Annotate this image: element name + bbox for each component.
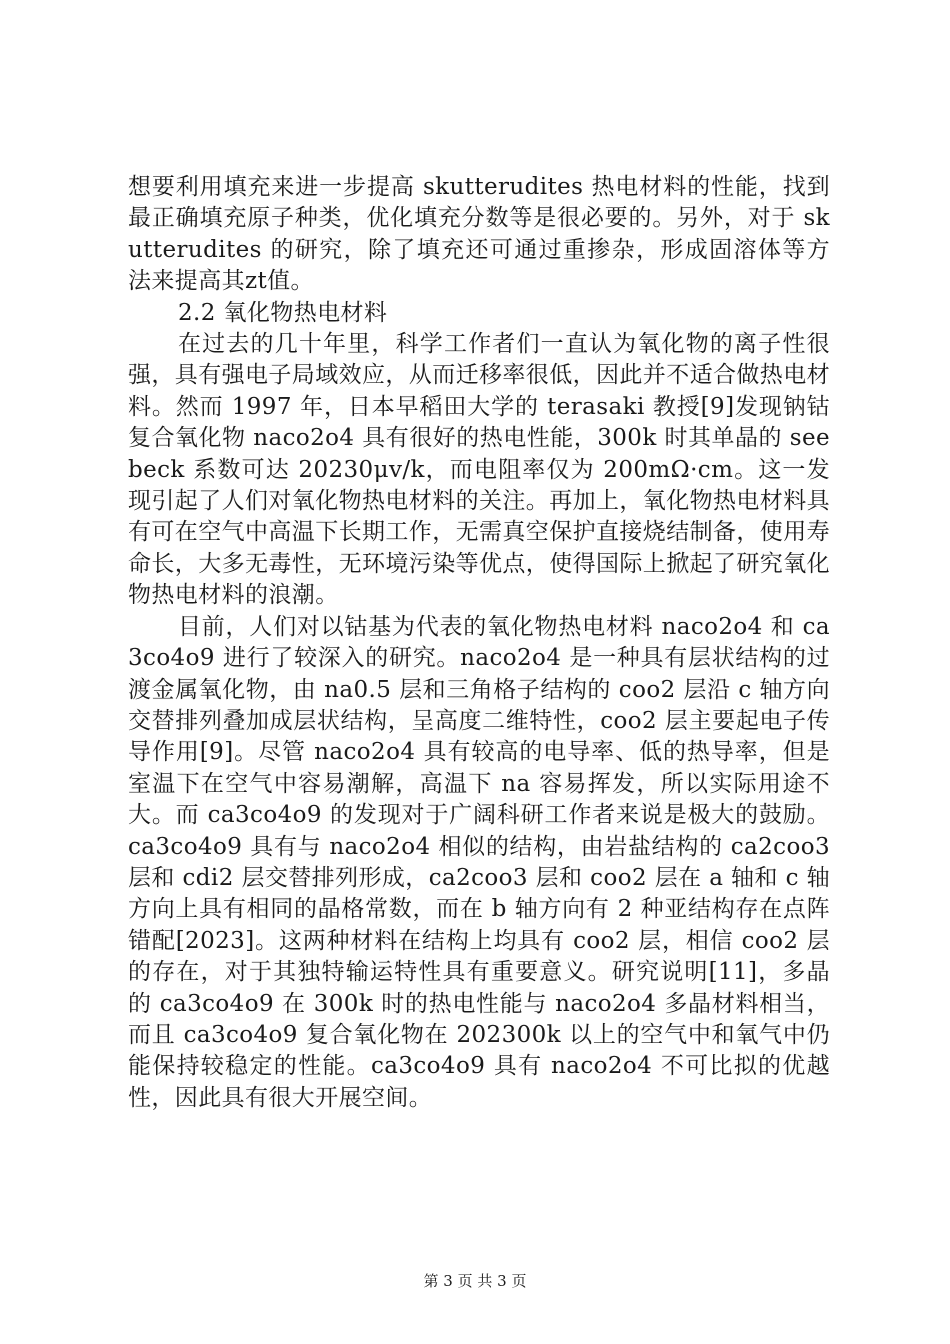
paragraph-oxide-history: 在过去的几十年里，科学工作者们一直认为氧化物的离子性很强，具有强电子局域效应，从而迁移率很低，因此并不适合做热电材料。然而 1997 年，日本早稻田大学的 terasaki 教授[9]发现钠钴复合氧化物 naco2o4 具有很好的热电性能，300k 时其单晶的 seebeck 系数可达 20230μv/k，而电阻率仅为 200mΩ·cm。这一发现引起了人们对氧化物热电材料的关注。再加上，氧化物热电材料具有可在空气中高温下长期工作，无需真空保护直接烧结制备，使用寿命长，大多无毒性，无环境污染等优点，使得国际上掀起了研究氧化物热电材料的浪潮。 <box>128 331 830 609</box>
section-heading: 2.2 氧化物热电材料 <box>178 299 388 326</box>
paragraph-cobalt-oxides: 目前，人们对以钴基为代表的氧化物热电材料 naco2o4 和 ca3co4o9 进行了较深入的研究。naco2o4 是一种具有层状结构的过渡金属氧化物，由 na0.5 层和三角格子结构的 coo2 层沿 c 轴方向交替排列叠加成层状结构，呈高度二维特性，coo2 层主要起电子传导作用[9]。尽管 naco2o4 具有较高的电导率、低的热导率，但是室温下在空气中容易潮解，高温下 na 容易挥发，所以实际用途不大。而 ca3co4o9 的发现对于广阔科研工作者来说是极大的鼓励。ca3co4o9 具有与 naco2o4 相似的结构，由岩盐结构的 ca2coo3 层和 cdi2 层交替排列形成，ca2coo3 层和 coo2 层在 a 轴和 c 轴方向上具有相同的晶格常数，而在 b 轴方向有 2 种亚结构存在点阵错配[2023]。这两种材料在结构上均具有 coo2 层，相信 coo2 层的存在，对于其独特输运特性具有重要意义。研究说明[11]，多晶的 ca3co4o9 在 300k 时的热电性能与 naco2o4 多晶材料相当，而且 ca3co4o9 复合氧化物在 202300k 以上的空气中和氧气中仍能保持较稳定的性能。ca3co4o9 具有 naco2o4 不可比拟的优越性，因此具有很大开展空间。 <box>128 613 830 1111</box>
document-body <box>128 172 830 1114</box>
paragraph-skutterudites: 想要利用填充来进一步提高 skutterudites 热电材料的性能，找到最正确填充原子种类，优化填充分数等是很必要的。另外，对于 skutterudites 的研究，除了填充还可通过重掺杂，形成固溶体等方法来提高其zt值。 <box>128 174 830 295</box>
page-footer: 第 3 页 共 3 页 <box>423 1272 527 1290</box>
